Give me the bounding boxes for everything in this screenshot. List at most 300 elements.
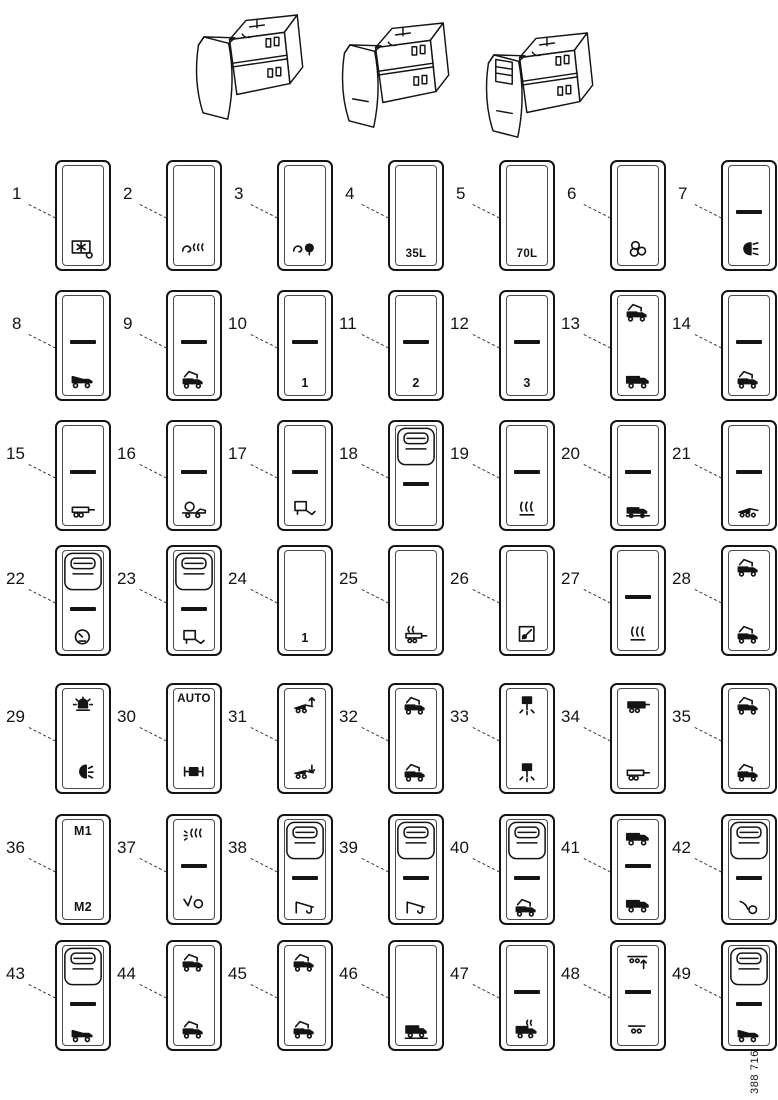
- callout-number: 43: [6, 964, 25, 983]
- switch-position-mark: [292, 876, 318, 880]
- trailer-icon: [68, 497, 98, 520]
- switch-slot-top: [612, 824, 664, 847]
- switch-cell: [557, 160, 668, 272]
- switch-slot-bot: [723, 367, 775, 390]
- rocker-switch-face-35: [721, 683, 777, 794]
- axle-up-icon: [623, 950, 653, 973]
- switch-position-mark: [292, 470, 318, 474]
- work-lamp-icon: [68, 760, 98, 783]
- rocker-switch-face-39: [388, 814, 444, 925]
- switch-position-mark: [736, 876, 762, 880]
- switch-position-mark: [70, 607, 96, 611]
- switch-slot-bot: [168, 760, 220, 783]
- rocker-switch-face-27: [610, 545, 666, 656]
- switch-guard-icon: [62, 551, 104, 593]
- switch-position-mark: [625, 470, 651, 474]
- switch-guard-icon: [395, 426, 437, 468]
- switch-label: 1: [301, 376, 309, 390]
- switch-cell: [335, 545, 446, 657]
- switch-row-6: [0, 814, 778, 926]
- rocker-switch-face-2: [166, 160, 222, 271]
- crane-truck-icon: [623, 300, 653, 323]
- crane-truck-icon: [512, 895, 542, 918]
- callout-number: 40: [450, 838, 469, 857]
- leader-line: [251, 984, 278, 999]
- leader-line: [251, 204, 278, 219]
- switch-label: 70L: [516, 248, 538, 260]
- leader-line: [695, 589, 722, 604]
- switch-cell: [668, 940, 778, 1052]
- callout-number: 26: [450, 569, 469, 588]
- switch-position-mark: [736, 210, 762, 214]
- callout-number: 2: [123, 184, 133, 203]
- diff-lock-icon: [179, 760, 209, 783]
- leader-line: [584, 464, 611, 479]
- switch-slot-mid: [57, 607, 109, 611]
- leader-line: [251, 334, 278, 349]
- switch-slot-mid: [57, 340, 109, 344]
- leader-line: [695, 727, 722, 742]
- leader-line: [473, 589, 500, 604]
- beacon-icon: [68, 693, 98, 716]
- callout-number: 36: [6, 838, 25, 857]
- switch-guard-icon: [173, 551, 215, 593]
- switch-slot-top: [723, 693, 775, 716]
- switch-slot-bot: [612, 367, 664, 390]
- switch-position-mark: [70, 340, 96, 344]
- switch-slot-bot: [612, 1017, 664, 1040]
- switch-slot-bot: [501, 497, 553, 520]
- crane-icon: [290, 895, 320, 918]
- switch-cell: [668, 545, 778, 657]
- callout-number: 24: [228, 569, 247, 588]
- leader-line: [584, 984, 611, 999]
- callout-number: 10: [228, 314, 247, 333]
- callout-number: 46: [339, 964, 358, 983]
- switch-slot-mid: [501, 876, 553, 880]
- leader-line: [695, 204, 722, 219]
- rocker-switch-face-5: [499, 160, 555, 271]
- rocker-switch-face-49: [721, 940, 777, 1051]
- switch-slot-bot: [279, 895, 331, 918]
- fog-light-icon: [734, 237, 764, 260]
- leader-line: [362, 464, 389, 479]
- switch-position-mark: [403, 482, 429, 486]
- rocker-switch-face-40: [499, 814, 555, 925]
- rocker-switch-face-17: [277, 420, 333, 531]
- fan-icon: [623, 237, 653, 260]
- switch-position-mark: [514, 876, 540, 880]
- switch-cell: [335, 160, 446, 272]
- rocker-switch-face-47: [499, 940, 555, 1051]
- switch-slot-bot: [168, 891, 220, 914]
- switch-slot-top: [612, 950, 664, 973]
- rocker-switch-face-44: [166, 940, 222, 1051]
- switch-slot-bot: [168, 367, 220, 390]
- switch-slot-mid: [390, 482, 442, 486]
- callout-number: 18: [339, 444, 358, 463]
- switch-slot-bot: [390, 1017, 442, 1040]
- switch-slot-mid: [390, 340, 442, 344]
- switch-slot-top: [279, 693, 331, 716]
- switch-cell: [113, 814, 224, 926]
- crane-truck-icon: [290, 1017, 320, 1040]
- rocker-switch-face-7: [721, 160, 777, 271]
- switch-slot-bot: [279, 497, 331, 520]
- switch-slot-top: [57, 693, 109, 716]
- callout-number: 49: [672, 964, 691, 983]
- switch-cell: [557, 420, 668, 532]
- switch-label: AUTO: [177, 693, 211, 705]
- leader-line: [362, 334, 389, 349]
- callout-number: 22: [6, 569, 25, 588]
- truck-heat-icon: [512, 1017, 542, 1040]
- switch-row-3: [0, 420, 778, 532]
- switch-cell: [557, 814, 668, 926]
- switch-cell: [224, 420, 335, 532]
- tail-lift-icon: [179, 626, 209, 649]
- switch-slot-mid: [168, 607, 220, 611]
- callout-number: 11: [339, 314, 357, 333]
- switch-slot-bot: [279, 631, 331, 645]
- callout-number: 33: [450, 707, 469, 726]
- switch-slot-bot: [57, 900, 109, 914]
- switch-slot-bot: [279, 760, 331, 783]
- switch-row-4: [0, 545, 778, 657]
- switch-cell: [446, 160, 557, 272]
- switch-position-mark: [181, 470, 207, 474]
- switch-slot-bot: [390, 895, 442, 918]
- leader-line: [362, 589, 389, 604]
- callout-number: 29: [6, 707, 25, 726]
- switch-slot-top: [279, 950, 331, 973]
- rocker-switch-face-20: [610, 420, 666, 531]
- switch-cell: [446, 545, 557, 657]
- switch-cell: [446, 814, 557, 926]
- crane-truck-icon: [401, 760, 431, 783]
- crane-truck-icon: [734, 622, 764, 645]
- switch-guard-icon: [284, 820, 326, 862]
- switch-cell: [557, 940, 668, 1052]
- leader-line: [251, 464, 278, 479]
- switch-position-mark: [736, 340, 762, 344]
- callout-number: 20: [561, 444, 580, 463]
- tipper-trailer-icon: [734, 497, 764, 520]
- switch-slot-top: [168, 824, 220, 847]
- callout-number: 30: [117, 707, 136, 726]
- switch-cell: [668, 290, 778, 402]
- switch-cell: [557, 545, 668, 657]
- callout-number: 19: [450, 444, 469, 463]
- switch-position-mark: [403, 340, 429, 344]
- crane-truck-icon: [734, 760, 764, 783]
- rocker-switch-face-14: [721, 290, 777, 401]
- callout-number: 34: [561, 707, 580, 726]
- switch-cell: [224, 814, 335, 926]
- crane-truck-icon: [401, 693, 431, 716]
- callout-number: 27: [561, 569, 580, 588]
- rocker-switch-face-38: [277, 814, 333, 925]
- rocker-switch-3d-plain: [182, 4, 310, 132]
- switch-position-mark: [514, 990, 540, 994]
- rocker-switch-face-3: [277, 160, 333, 271]
- switch-slot-mid: [390, 876, 442, 880]
- rocker-switch-face-12: [499, 290, 555, 401]
- mixer-truck-icon: [179, 497, 209, 520]
- switch-slot-bot: [168, 237, 220, 260]
- callout-number: 21: [672, 444, 691, 463]
- switch-cell: [335, 683, 446, 795]
- switch-row-7: [0, 940, 778, 1052]
- leader-line: [29, 858, 56, 873]
- switch-slot-bot: [279, 376, 331, 390]
- rocker-switch-face-48: [610, 940, 666, 1051]
- callout-number: 44: [117, 964, 136, 983]
- callout-number: 25: [339, 569, 358, 588]
- callout-number: 37: [117, 838, 136, 857]
- callout-number: 15: [6, 444, 25, 463]
- switch-cell: [668, 683, 778, 795]
- switch-slot-mid: [168, 864, 220, 868]
- leader-line: [140, 984, 167, 999]
- switch-slot-mid: [279, 470, 331, 474]
- switch-row-5: [0, 683, 778, 795]
- switch-position-mark: [625, 990, 651, 994]
- switch-slot-mid: [501, 470, 553, 474]
- leader-line: [140, 334, 167, 349]
- rocker-switch-face-29: [55, 683, 111, 794]
- rocker-switch-face-33: [499, 683, 555, 794]
- leader-line: [29, 589, 56, 604]
- callout-number: 5: [456, 184, 466, 203]
- switch-slot-mid: [612, 595, 664, 599]
- switch-position-mark: [625, 864, 651, 868]
- tipper-icon: [68, 367, 98, 390]
- leader-line: [140, 204, 167, 219]
- switch-cell: [335, 814, 446, 926]
- rocker-switch-face-13: [610, 290, 666, 401]
- truck-icon: [623, 891, 653, 914]
- switch-slot-bot: [723, 760, 775, 783]
- switch-slot-bot: [501, 895, 553, 918]
- switch-position-mark: [292, 340, 318, 344]
- leader-line: [473, 204, 500, 219]
- callout-number: 17: [228, 444, 247, 463]
- switch-cell: [668, 814, 778, 926]
- switch-slot-mid: [501, 340, 553, 344]
- crane-truck-icon: [179, 367, 209, 390]
- breaker-icon: [512, 693, 542, 716]
- switch-cell: [335, 290, 446, 402]
- rocker-switch-face-46: [388, 940, 444, 1051]
- switch-cell: [2, 940, 113, 1052]
- rocker-switch-face-22: [55, 545, 111, 656]
- tipper-lower-icon: [290, 760, 320, 783]
- switch-slot-top: [501, 693, 553, 716]
- callout-number: 38: [228, 838, 247, 857]
- rocker-switch-face-24: [277, 545, 333, 656]
- switch-position-mark: [514, 470, 540, 474]
- switch-cell: [446, 683, 557, 795]
- switch-slot-bot: [723, 895, 775, 918]
- switch-slot-mid: [279, 876, 331, 880]
- switch-label: 2: [412, 376, 420, 390]
- trailer-heat-icon: [401, 622, 431, 645]
- switch-cell: [2, 160, 113, 272]
- switch-slot-bot: [168, 626, 220, 649]
- switch-slot-bot: [723, 497, 775, 520]
- leader-line: [362, 858, 389, 873]
- callout-number: 3: [234, 184, 244, 203]
- switch-label: 1: [301, 631, 309, 645]
- rocker-switch-face-25: [388, 545, 444, 656]
- leader-line: [140, 858, 167, 873]
- switch-slot-mid: [612, 470, 664, 474]
- callout-number: 28: [672, 569, 691, 588]
- switch-slot-top: [390, 693, 442, 716]
- switch-cell: [2, 683, 113, 795]
- switch-position-mark: [70, 470, 96, 474]
- switch-guard-icon: [506, 820, 548, 862]
- switch-cell: [668, 160, 778, 272]
- switch-cell: [2, 290, 113, 402]
- rocker-switch-face-4: [388, 160, 444, 271]
- callout-number: 32: [339, 707, 358, 726]
- switch-slot-bot: [57, 1021, 109, 1044]
- rocker-switch-3d-marked: [328, 12, 456, 140]
- callout-number: 14: [672, 314, 691, 333]
- rocker-switch-face-26: [499, 545, 555, 656]
- switch-guard-icon: [728, 820, 770, 862]
- callout-number: 42: [672, 838, 691, 857]
- callout-number: 31: [228, 707, 247, 726]
- rocker-switch-face-37: [166, 814, 222, 925]
- callout-number: 45: [228, 964, 247, 983]
- callout-number: 16: [117, 444, 136, 463]
- trailer-loaded-icon: [623, 693, 653, 716]
- crane-truck-icon: [179, 1017, 209, 1040]
- switch-slot-mid: [723, 340, 775, 344]
- tipper-icon: [734, 1021, 764, 1044]
- callout-number: 13: [561, 314, 580, 333]
- switch-slot-bot: [57, 760, 109, 783]
- switch-slot-top: [168, 950, 220, 973]
- rocker-switch-face-31: [277, 683, 333, 794]
- switch-slot-mid: [501, 990, 553, 994]
- rocker-switch-face-18: [388, 420, 444, 531]
- switch-slot-bot: [501, 622, 553, 645]
- callout-number: 47: [450, 964, 469, 983]
- rocker-switch-face-21: [721, 420, 777, 531]
- callout-number: 4: [345, 184, 355, 203]
- switch-cell: [2, 545, 113, 657]
- switch-slot-bot: [390, 760, 442, 783]
- rocker-switch-face-15: [55, 420, 111, 531]
- switch-row-2: [0, 290, 778, 402]
- switch-slot-mid: [612, 990, 664, 994]
- callout-number: 41: [561, 838, 580, 857]
- heater-icon: [623, 622, 653, 645]
- callout-number: 35: [672, 707, 691, 726]
- leader-line: [584, 334, 611, 349]
- switch-position-mark: [736, 1002, 762, 1006]
- hook-icon: [734, 895, 764, 918]
- crane-truck-icon: [290, 950, 320, 973]
- boxed-lever-icon: [512, 622, 542, 645]
- leader-line: [140, 727, 167, 742]
- rocker-switch-face-45: [277, 940, 333, 1051]
- switch-slot-bot: [612, 760, 664, 783]
- switch-slot-mid: [723, 470, 775, 474]
- switch-slot-bot: [390, 248, 442, 260]
- switch-cell: [113, 545, 224, 657]
- switch-label: 3: [523, 376, 531, 390]
- rocker-switch-face-11: [388, 290, 444, 401]
- leader-line: [362, 727, 389, 742]
- switch-cell: [113, 160, 224, 272]
- leader-line: [251, 727, 278, 742]
- switch-slot-bot: [279, 1017, 331, 1040]
- switch-cell: [113, 683, 224, 795]
- switch-cell: [224, 160, 335, 272]
- truck-icon: [623, 824, 653, 847]
- truck-line-icon: [401, 1017, 431, 1040]
- switch-slot-bot: [390, 376, 442, 390]
- switch-slot-bot: [501, 760, 553, 783]
- crane-truck-icon: [734, 367, 764, 390]
- axle-icon: [623, 1017, 653, 1040]
- callout-number: 39: [339, 838, 358, 857]
- switch-slot-mid: [723, 1002, 775, 1006]
- leader-line: [362, 984, 389, 999]
- switch-slot-mid: [168, 340, 220, 344]
- callout-number: 8: [12, 314, 22, 333]
- callout-number: 9: [123, 314, 133, 333]
- rocker-switch-face-9: [166, 290, 222, 401]
- switch-cell: [113, 290, 224, 402]
- callout-number: 12: [450, 314, 469, 333]
- rocker-switch-face-19: [499, 420, 555, 531]
- switch-slot-bot: [501, 376, 553, 390]
- heater-icon: [512, 497, 542, 520]
- leader-line: [473, 334, 500, 349]
- switch-cell: [224, 290, 335, 402]
- switch-slot-bot: [57, 367, 109, 390]
- crane-icon: [401, 895, 431, 918]
- switch-guard-icon: [62, 946, 104, 988]
- leader-line: [584, 204, 611, 219]
- leader-line: [29, 727, 56, 742]
- switch-position-mark: [736, 470, 762, 474]
- tail-lift-icon: [290, 497, 320, 520]
- callout-number: 1: [12, 184, 22, 203]
- switch-slot-bot: [501, 1017, 553, 1040]
- leader-line: [251, 589, 278, 604]
- leader-line: [29, 464, 56, 479]
- crane-truck-icon: [734, 693, 764, 716]
- switch-guard-icon: [395, 820, 437, 862]
- switch-slot-mid: [168, 470, 220, 474]
- switch-slot-bot: [168, 497, 220, 520]
- leader-line: [140, 589, 167, 604]
- switch-cell: [446, 420, 557, 532]
- leader-line: [695, 984, 722, 999]
- gauge-icon: [68, 626, 98, 649]
- switch-cell: [224, 683, 335, 795]
- rocker-switch-face-10: [277, 290, 333, 401]
- trailer-icon: [623, 760, 653, 783]
- switch-label: 35L: [405, 248, 427, 260]
